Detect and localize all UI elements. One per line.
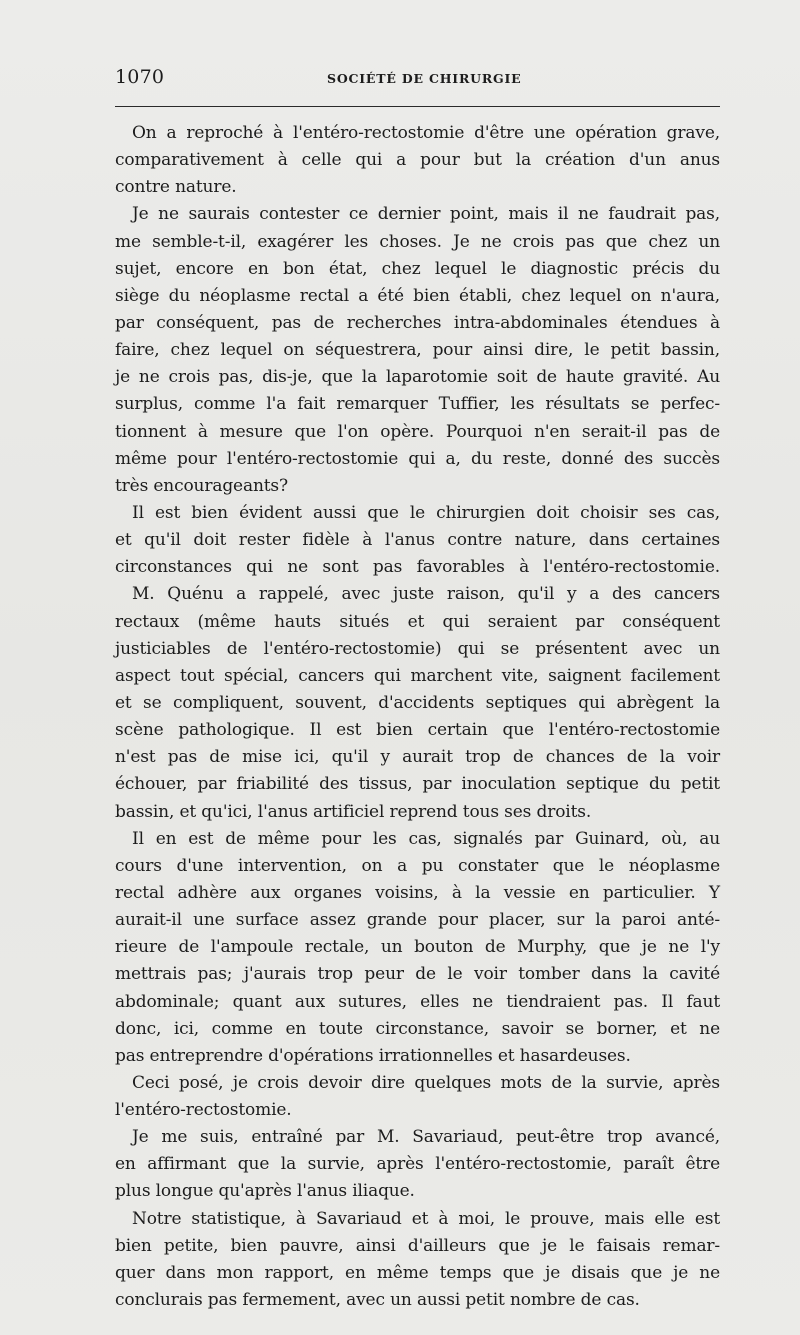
text-line: conclurais pas fermement, avec un aussi petit nombre de cas. bbox=[115, 1290, 640, 1311]
text-line: et qu'il doit rester fidèle à l'anus contre nature, dans certaines bbox=[115, 530, 720, 551]
text-line: aspect tout spécial, cancers qui marchent vite, saignent facilement bbox=[115, 665, 720, 686]
page-number: 1070 bbox=[115, 66, 165, 88]
text-line: quer dans mon rapport, en même temps que je disais que je ne bbox=[115, 1262, 720, 1283]
text-line: très encourageants? bbox=[115, 475, 288, 496]
running-head: SOCIÉTÉ DE CHIRURGIE bbox=[327, 71, 522, 86]
text-line: l'entéro-rectostomie. bbox=[115, 1100, 292, 1121]
text-line: en affirmant que la survie, après l'entéro-rectostomie, paraît être bbox=[115, 1154, 720, 1175]
text-line: bien petite, bien pauvre, ainsi d'ailleurs que je le faisais remar- bbox=[115, 1235, 720, 1256]
text-line: abdominale; quant aux sutures, elles ne tiendraient pas. Il faut bbox=[115, 991, 720, 1012]
text-line: aurait-il une surface assez grande pour placer, sur la paroi anté- bbox=[115, 910, 720, 931]
text-line: donc, ici, comme en toute circonstance, savoir se borner, et ne bbox=[115, 1018, 720, 1039]
text-line: scène pathologique. Il est bien certain que l'entéro-rectostomie bbox=[115, 720, 720, 741]
header-rule bbox=[115, 106, 720, 107]
text-line: Je me suis, entraîné par M. Savariaud, peut-être trop avancé, bbox=[132, 1127, 720, 1148]
text-line: rectaux (même hauts situés et qui seraient par conséquent bbox=[115, 611, 720, 632]
text-line: rectal adhère aux organes voisins, à la vessie en particulier. Y bbox=[115, 882, 720, 903]
text-line: siège du néoplasme rectal a été bien établi, chez lequel on n'aura, bbox=[115, 285, 720, 306]
text-line: plus longue qu'après l'anus iliaque. bbox=[115, 1181, 415, 1202]
text-line: et se compliquent, souvent, d'accidents septiques qui abrègent la bbox=[115, 692, 720, 713]
text-line: me semble-t-il, exagérer les choses. Je ne crois pas que chez un bbox=[115, 231, 720, 252]
text-line: je ne crois pas, dis-je, que la laparotomie soit de haute gravité. Au bbox=[115, 367, 720, 388]
text-line: mettrais pas; j'aurais trop peur de le voir tomber dans la cavité bbox=[115, 964, 720, 985]
text-line: circonstances qui ne sont pas favorables à l'entéro-rectostomie. bbox=[115, 557, 720, 578]
text-line: On a reproché à l'entéro-rectostomie d'être une opération grave, bbox=[132, 123, 720, 143]
text-line: Ceci posé, je crois devoir dire quelques mots de la survie, après bbox=[132, 1072, 720, 1093]
text-line: même pour l'entéro-rectostomie qui a, du reste, donné des succès bbox=[115, 448, 720, 469]
text-line: Il est bien évident aussi que le chirurgien doit choisir ses cas, bbox=[132, 502, 720, 523]
text-line: bassin, et qu'ici, l'anus artificiel reprend tous ses droits. bbox=[115, 801, 592, 822]
text-line: tionnent à mesure que l'on opère. Pourquoi n'en serait-il pas de bbox=[115, 421, 720, 442]
text-line: surplus, comme l'a fait remarquer Tuffier, les résultats se perfec- bbox=[115, 394, 720, 415]
text-line: par conséquent, pas de recherches intra-abdominales étendues à bbox=[115, 312, 720, 333]
text-line: M. Quénu a rappelé, avec juste raison, qu'il y a des cancers bbox=[132, 584, 720, 605]
text-line: justiciables de l'entéro-rectostomie) qui se présentent avec un bbox=[115, 638, 720, 659]
text-line: n'est pas de mise ici, qu'il y aurait trop de chances de la voir bbox=[115, 747, 720, 768]
text-line: rieure de l'ampoule rectale, un bouton de Murphy, que je ne l'y bbox=[115, 937, 720, 958]
text-line: Notre statistique, à Savariaud et à moi, le prouve, mais elle est bbox=[132, 1208, 720, 1229]
text-line: Il en est de même pour les cas, signalés par Guinard, où, au bbox=[132, 828, 720, 849]
body-text bbox=[115, 120, 720, 1314]
text-line: cours d'une intervention, on a pu constater que le néoplasme bbox=[115, 855, 720, 876]
text-line: sujet, encore en bon état, chez lequel le diagnostic précis du bbox=[115, 258, 720, 279]
text-line: Je ne saurais contester ce dernier point, mais il ne faudrait pas, bbox=[132, 204, 720, 225]
page-header bbox=[115, 66, 720, 100]
text-line: pas entreprendre d'opérations irrationnelles et hasardeuses. bbox=[115, 1045, 631, 1066]
text-line: faire, chez lequel on séquestrera, pour ainsi dire, le petit bassin, bbox=[115, 340, 720, 361]
text-line: comparativement à celle qui a pour but la création d'un anus bbox=[115, 150, 720, 171]
text-line: contre nature. bbox=[115, 177, 237, 198]
text-line: échouer, par friabilité des tissus, par inoculation septique du petit bbox=[115, 774, 720, 795]
